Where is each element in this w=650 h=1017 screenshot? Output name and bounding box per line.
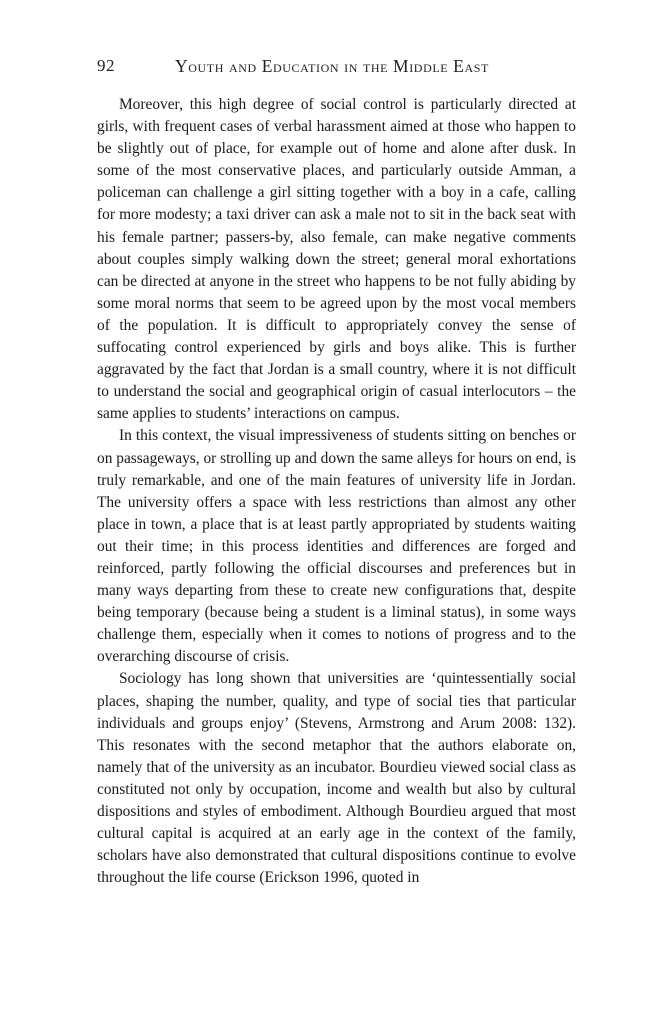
- paragraph: In this context, the visual impressiveness of students sitting on benches or on passageways, or strolling up and down the same alleys for hours on end, is truly remarkable, and one of the main features of university life in Jordan. The university offers a space with less restrictions than almost any other place in town, a place that is at least partly appropriated by students waiting out their time; in this process identities and differences are forged and reinforced, partly following the official discourses and preferences but in many ways departing from these to create new configurations that, despite being temporary (because being a student is a liminal status), in some ways challenge them, especially when it comes to notions of progress and to the overarching discourse of crisis.: [97, 427, 576, 666]
- page-number: 92: [97, 56, 115, 75]
- book-page: [97, 52, 576, 889]
- paragraph: Sociology has long shown that universities are ‘quintessentially social places, shaping the number, quality, and type of social ties that particular individuals and groups enjoy’ (Stevens, Armstrong and Arum 2008: 132). This resonates with the second metaphor that the authors elaborate on, namely that of the university as an incubator. Bourdieu viewed social class as constituted not only by occupation, income and wealth but also by cultural dispositions and styles of embodiment. Although Bourdieu argued that most cultural capital is acquired at an early age in the context of the family, scholars have also demonstrated that cultural dispositions continue to evolve throughout the life course (Erickson 1996, quoted in: [97, 670, 576, 887]
- paragraph: Moreover, this high degree of social control is particularly directed at girls, with frequent cases of verbal harassment aimed at those who happen to be slightly out of place, for example out of home and alone after dusk. In some of the most conservative places, and particularly outside Amman, a policeman can challenge a girl sitting together with a boy in a cafe, calling for more modesty; a taxi driver can ask a male not to sit in the back seat with his female partner; passers-by, also female, can make negative comments about couples simply walking down the street; general moral exhortations can be directed at anyone in the street who happens to be not fully abiding by some moral norms that seem to be agreed upon by the most vocal members of the population. It is difficult to appropriately convey the sense of suffocating control experienced by girls and boys alike. This is further aggravated by the fact that Jordan is a small country, where it is not difficult to understand the social and geographical origin of casual interlocutors – the same applies to students’ interactions on campus.: [97, 96, 576, 423]
- body-text: [97, 94, 576, 889]
- running-title: Youth and Education in the Middle East: [175, 56, 489, 76]
- running-header: [97, 52, 576, 80]
